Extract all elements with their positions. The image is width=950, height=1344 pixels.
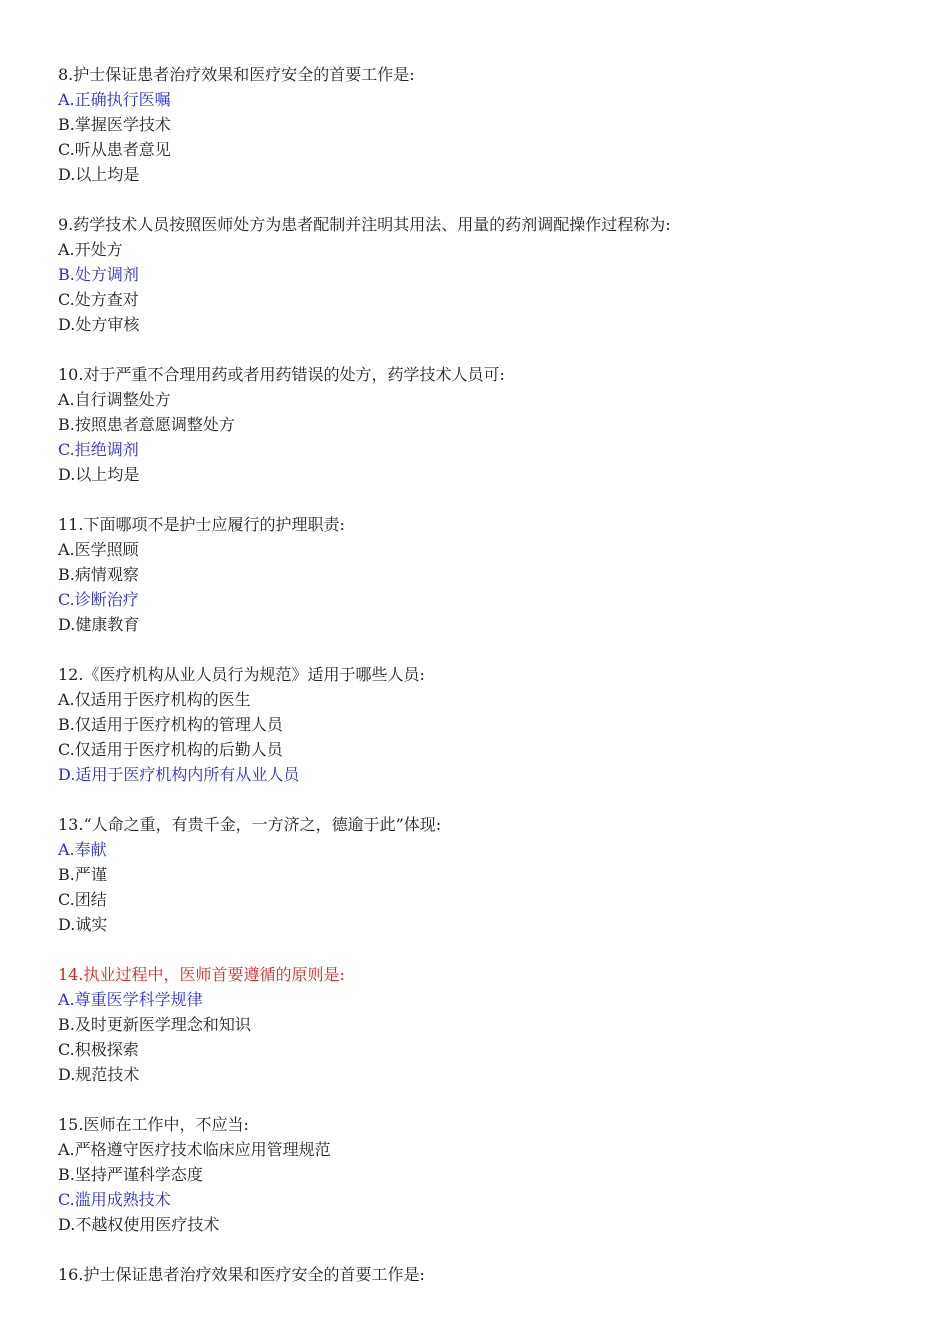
option-d: D.不越权使用医疗技术 [58,1215,220,1234]
question-stem: 8.护士保证患者治疗效果和医疗安全的首要工作是: [58,65,415,84]
question-12 [58,662,898,787]
option-b: B.病情观察 [58,565,139,584]
option-c-correct: C.诊断治疗 [58,590,139,609]
option-b: B.及时更新医学理念和知识 [58,1015,251,1034]
option-c-correct: C.滥用成熟技术 [58,1190,171,1209]
option-c: C.仅适用于医疗机构的后勤人员 [58,740,283,759]
option-d: D.规范技术 [58,1065,140,1084]
question-stem-highlighted: 14.执业过程中，医师首要遵循的原则是: [58,965,345,984]
option-d: D.以上均是 [58,465,140,484]
option-b-correct: B.处方调剂 [58,265,139,284]
option-d: D.诚实 [58,915,108,934]
question-stem: 15.医师在工作中，不应当: [58,1115,249,1134]
option-a: A.开处方 [58,240,123,259]
option-c: C.听从患者意见 [58,140,171,159]
option-a-correct: A.奉献 [58,840,107,859]
question-stem: 11.下面哪项不是护士应履行的护理职责: [58,515,345,534]
option-d-correct: D.适用于医疗机构内所有从业人员 [58,765,300,784]
option-c-correct: C.拒绝调剂 [58,440,139,459]
question-list [58,62,898,1312]
question-stem: 10.对于严重不合理用药或者用药错误的处方，药学技术人员可: [58,365,505,384]
question-16 [58,1262,898,1287]
question-stem: 16.护士保证患者治疗效果和医疗安全的首要工作是: [58,1265,425,1284]
option-d: D.健康教育 [58,615,140,634]
option-c: C.团结 [58,890,107,909]
option-a: A.自行调整处方 [58,390,171,409]
question-11 [58,512,898,637]
option-a: A.仅适用于医疗机构的医生 [58,690,251,709]
question-stem: 12.《医疗机构从业人员行为规范》适用于哪些人员: [58,665,425,684]
question-8 [58,62,898,187]
option-d: D.以上均是 [58,165,140,184]
question-14 [58,962,898,1087]
option-b: B.仅适用于医疗机构的管理人员 [58,715,283,734]
option-a: A.严格遵守医疗技术临床应用管理规范 [58,1140,331,1159]
option-b: B.掌握医学技术 [58,115,171,134]
option-d: D.处方审核 [58,315,140,334]
question-stem: 9.药学技术人员按照医师处方为患者配制并注明其用法、用量的药剂调配操作过程称为: [58,215,671,234]
option-a-correct: A.正确执行医嘱 [58,90,171,109]
option-c: C.处方查对 [58,290,139,309]
option-b: B.严谨 [58,865,107,884]
option-a-correct: A.尊重医学科学规律 [58,990,203,1009]
option-b: B.坚持严谨科学态度 [58,1165,203,1184]
option-a: A.医学照顾 [58,540,139,559]
question-10 [58,362,898,487]
question-13 [58,812,898,937]
question-9 [58,212,898,337]
question-15 [58,1112,898,1237]
question-stem: 13.“人命之重，有贵千金，一方济之，德逾于此”体现: [58,815,442,834]
option-b: B.按照患者意愿调整处方 [58,415,235,434]
option-c: C.积极探索 [58,1040,139,1059]
